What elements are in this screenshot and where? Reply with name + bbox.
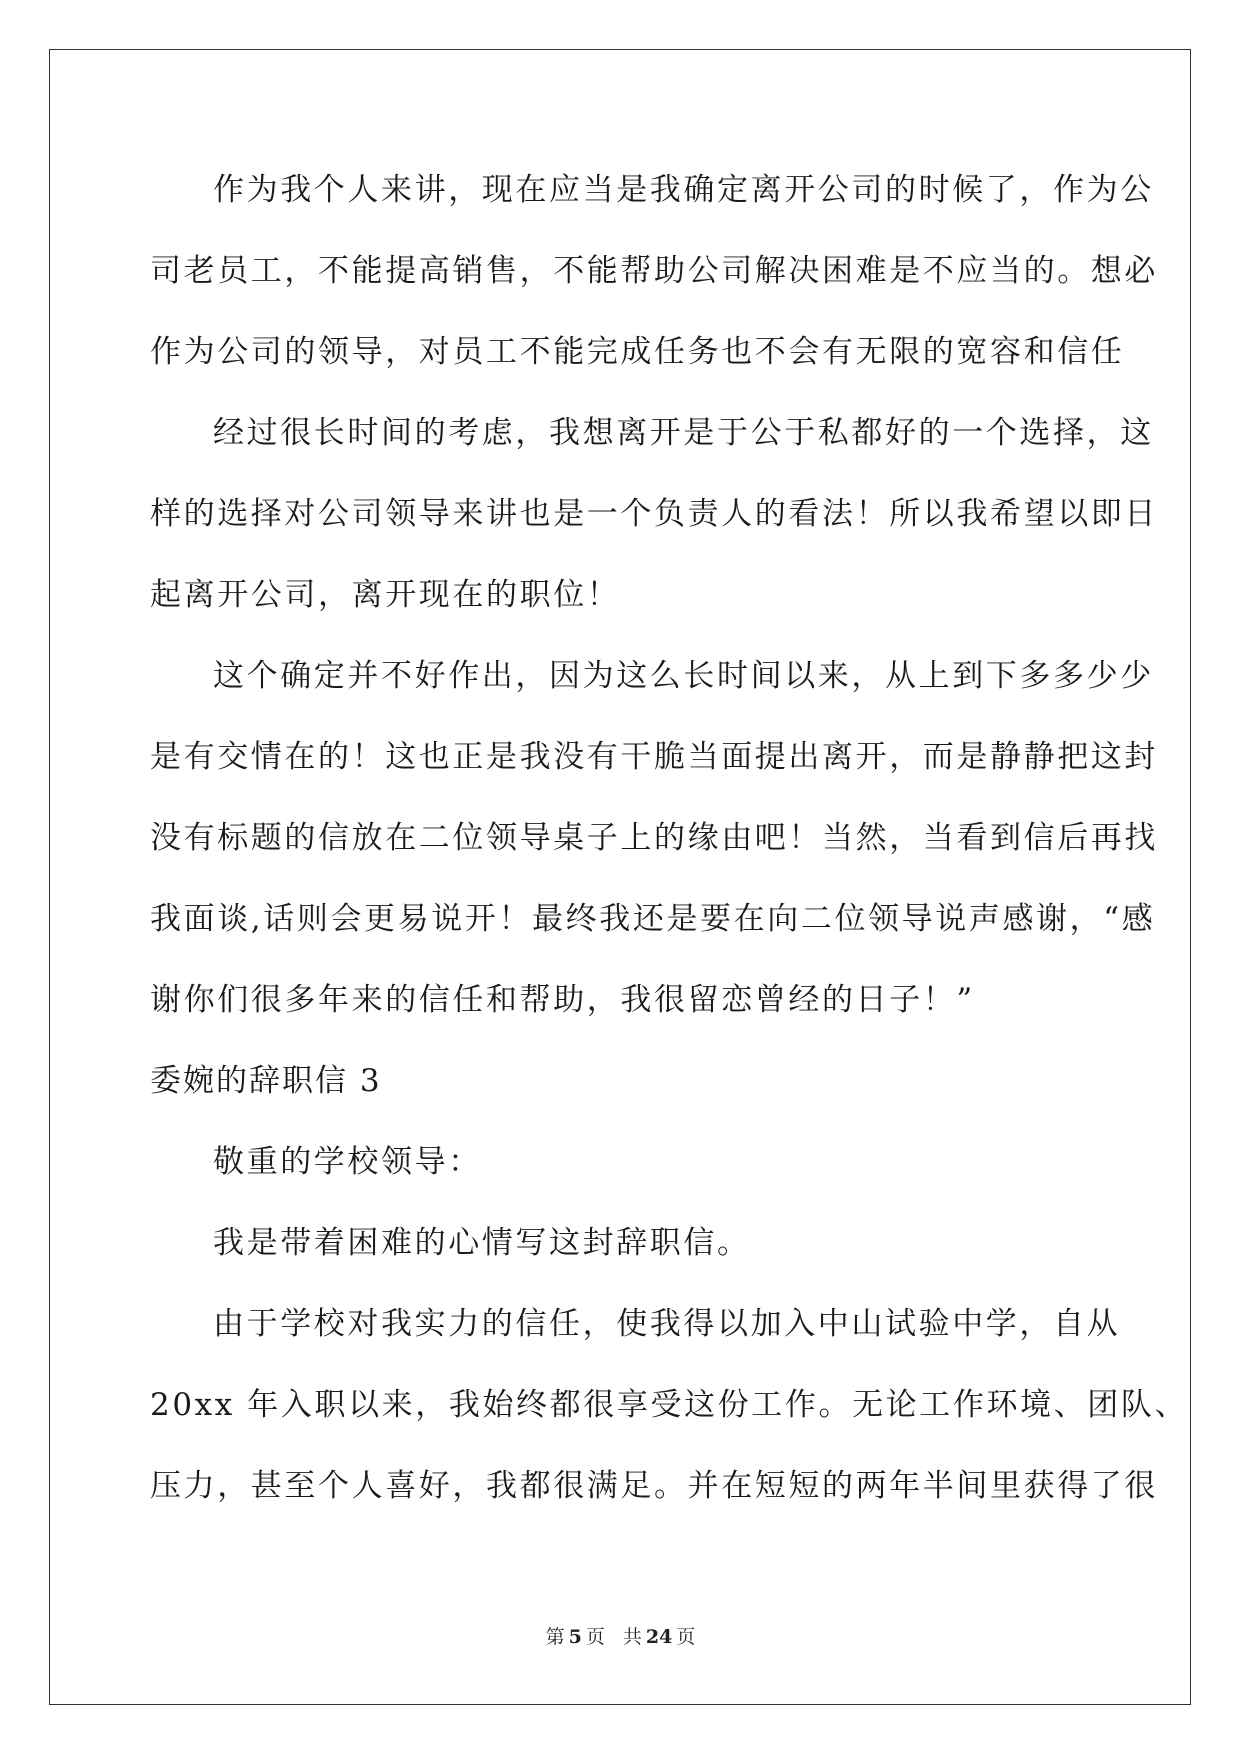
text-line: 经过很长时间的考虑，我想离开是于公于私都好的一个选择，这 — [213, 415, 1154, 451]
total-suffix: 页 — [676, 1626, 696, 1648]
salutation: 敬重的学校领导： — [213, 1144, 482, 1180]
text-line: 压力，甚至个人喜好，我都很满足。并在短短的两年半间里获得了很 — [150, 1468, 1158, 1504]
text-line: 样的选择对公司领导来讲也是一个负责人的看法！所以我希望以即日 — [150, 496, 1158, 532]
page-number: 5 — [568, 1626, 582, 1648]
text-line: 作为公司的领导，对员工不能完成任务也不会有无限的宽容和信任 — [150, 334, 1125, 370]
text-line: 这个确定并不好作出，因为这么长时间以来，从上到下多多少少 — [213, 658, 1154, 694]
page-footer — [0, 1622, 1241, 1649]
text-line: 是有交情在的！这也正是我没有干脆当面提出离开，而是静静把这封 — [150, 739, 1158, 775]
text-line: 起离开公司，离开现在的职位！ — [150, 577, 621, 613]
text-line: 谢你们很多年来的信任和帮助，我很留恋曾经的日子！” — [150, 982, 975, 1018]
total-prefix: 共 — [622, 1626, 642, 1648]
total-pages: 24 — [645, 1626, 673, 1648]
text-line: 我是带着困难的心情写这封辞职信。 — [213, 1225, 751, 1261]
text-line: 没有标题的信放在二位领导桌子上的缘由吧！当然，当看到信后再找 — [150, 820, 1158, 856]
section-heading: 委婉的辞职信 3 — [150, 1063, 382, 1099]
text-line: 作为我个人来讲，现在应当是我确定离开公司的时候了，作为公 — [213, 172, 1154, 208]
text-line: 司老员工，不能提高销售，不能帮助公司解决困难是不应当的。想必 — [150, 253, 1158, 289]
document-body — [150, 160, 1189, 1537]
text-line: 由于学校对我实力的信任，使我得以加入中山试验中学，自从 — [213, 1306, 1121, 1342]
text-line: 我面谈,话则会更易说开！最终我还是要在向二位领导说声感谢，“感 — [150, 901, 1156, 937]
text-line: 20xx 年入职以来，我始终都很享受这份工作。无论工作环境、团队、 — [150, 1387, 1189, 1423]
page-prefix: 第 — [545, 1626, 565, 1648]
page-suffix: 页 — [585, 1626, 605, 1648]
